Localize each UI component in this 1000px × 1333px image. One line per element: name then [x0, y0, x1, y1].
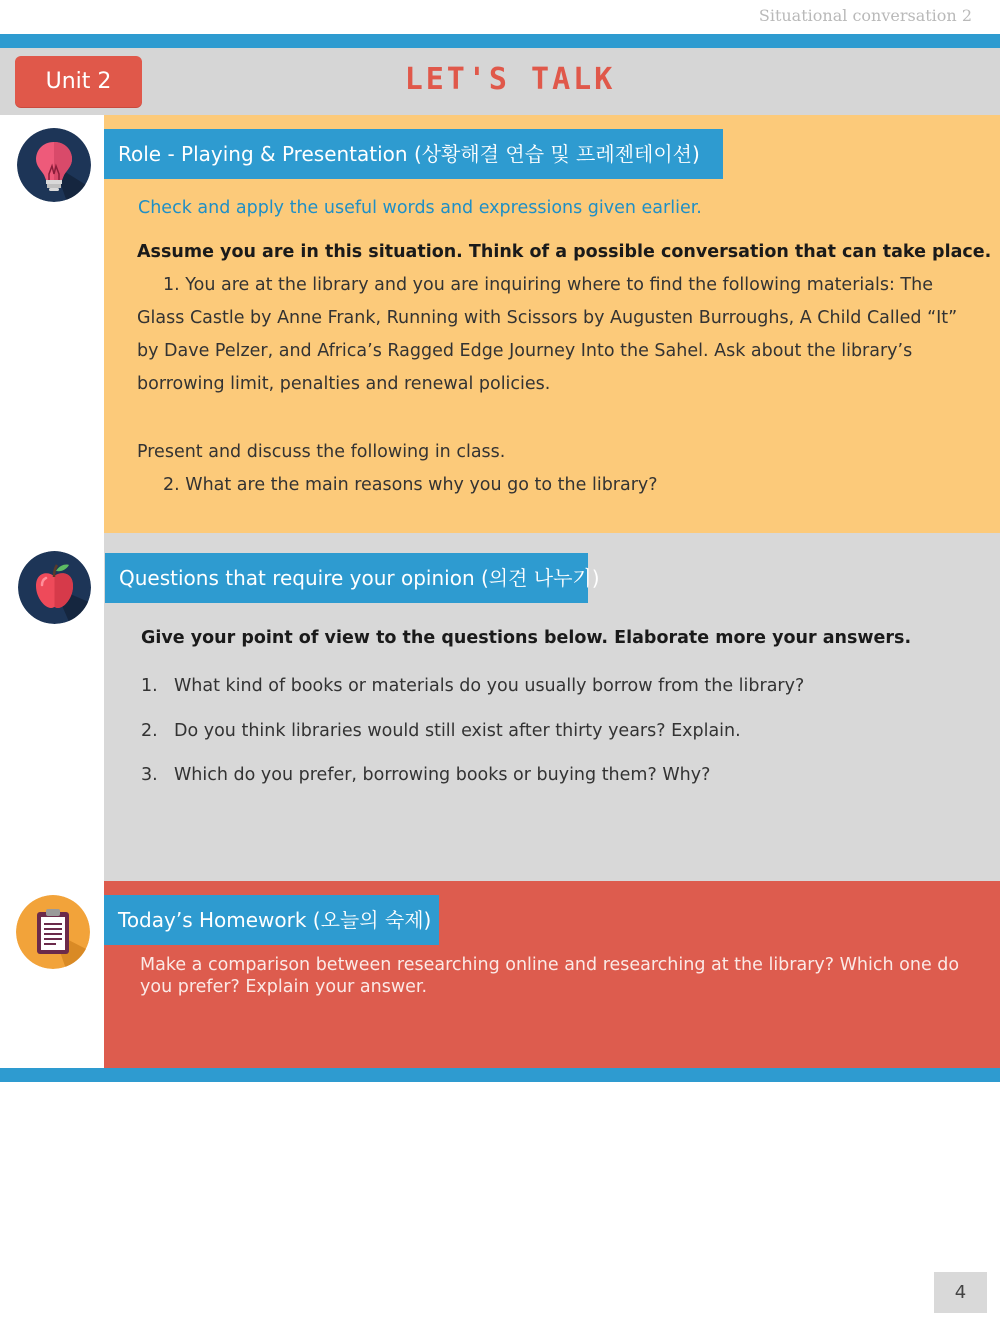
- page-number: 4: [934, 1272, 987, 1313]
- question-text: Which do you prefer, borrowing books or buying them? Why?: [174, 765, 711, 785]
- situation-intro: Assume you are in this situation. Think of a possible conversation that can take place.: [137, 242, 992, 262]
- opinion-heading: Questions that require your opinion (의견 나누기): [105, 553, 588, 603]
- question-number: 2.: [141, 721, 158, 741]
- question-number: 1.: [141, 676, 158, 696]
- role-item-1: 1. You are at the library and you are inquiring where to find the following materials: The Glass Castle by Anne Frank, Running with Scissors by Augusten Burroughs, A Child Called “It” by Dave Pelzer, and Africa’s Ragged Edge Journey Into the Sahel. Ask about the library’s borrowing limit, penalties and renewal policies.: [137, 275, 958, 394]
- opinion-question-3: [141, 765, 710, 785]
- apple-icon: [18, 551, 91, 624]
- lightbulb-icon: [17, 128, 91, 202]
- top-band: [0, 34, 1000, 48]
- bottom-band: [0, 1068, 1000, 1082]
- role-instruction: Check and apply the useful words and expressions given earlier.: [138, 198, 702, 218]
- lets-talk-title: LET'S TALK: [404, 62, 616, 97]
- homework-heading: Today’s Homework (오늘의 숙제): [104, 895, 439, 945]
- running-title: Situational conversation 2: [758, 6, 972, 25]
- question-text: Do you think libraries would still exist after thirty years? Explain.: [174, 721, 741, 741]
- opinion-intro: Give your point of view to the questions below. Elaborate more your answers.: [141, 628, 912, 648]
- clipboard-icon: [16, 895, 90, 969]
- question-number: 3.: [141, 765, 158, 785]
- homework-text: Make a comparison between researching online and researching at the library? Which one do you prefer? Explain your answer.: [140, 955, 960, 997]
- role-playing-heading: Role - Playing & Presentation (상황해결 연습 및 프레젠테이션): [104, 129, 723, 179]
- question-text: What kind of books or materials do you usually borrow from the library?: [174, 676, 805, 696]
- opinion-question-1: [141, 676, 804, 696]
- present-intro: Present and discuss the following in class.: [137, 442, 506, 462]
- opinion-question-2: [141, 721, 741, 741]
- unit-badge: Unit 2: [15, 56, 142, 107]
- role-item-2: 2. What are the main reasons why you go to the library?: [163, 475, 658, 495]
